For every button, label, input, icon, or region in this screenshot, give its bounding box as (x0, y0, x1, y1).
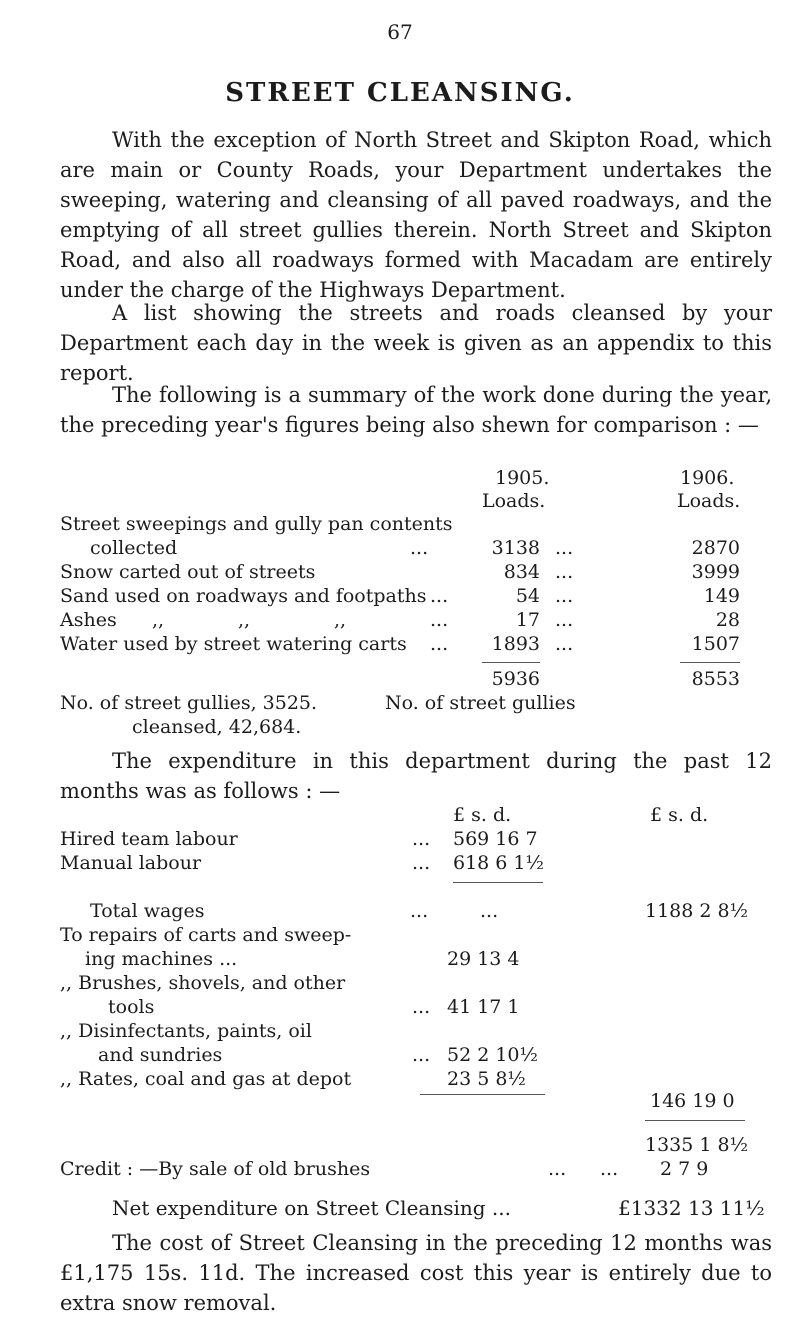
leader-dots: ... (410, 900, 429, 922)
total-1905: 5936 (491, 668, 540, 690)
item-label: ,, Disinfectants, paints, oil (60, 1020, 312, 1042)
row-label: collected (90, 537, 178, 559)
row-label: Ashes (60, 609, 117, 631)
total-1906: 8553 (691, 668, 740, 690)
row-label: Sand used on roadways and footpaths (60, 585, 427, 607)
appendix-paragraph: A list showing the streets and roads cleansed by your Department each day in the week is given as an appendix to this report. (60, 301, 772, 385)
item-label: and sundries (98, 1044, 223, 1066)
ditto-mark: ,, (152, 609, 165, 631)
column-header-lsd: £ s. d. (453, 804, 512, 826)
value-1905: 1893 (491, 633, 540, 655)
item-value: 618 6 1½ (453, 852, 544, 874)
subtotal-rule (453, 882, 543, 883)
leader-dots: ... (555, 561, 574, 583)
net-label: Net expenditure on Street Cleansing ... (112, 1196, 511, 1220)
item-label: Hired team labour (60, 828, 238, 850)
gullies-count: No. of street gullies, 3525. (60, 692, 318, 714)
leader-dots: ... (430, 609, 449, 631)
value-1905: 3138 (491, 537, 540, 559)
column-year-1906: 1906. (680, 467, 735, 489)
item-value: 1188 2 8½ (645, 900, 749, 922)
page-number: 67 (387, 20, 413, 44)
gullies-cleansed-label: No. of street gullies (385, 692, 576, 714)
item-label: ing machines ... (85, 948, 238, 970)
leader-dots: ... (555, 609, 574, 631)
value-1906: 3999 (691, 561, 740, 583)
leader-dots: ... (430, 585, 449, 607)
item-label: Total wages (90, 900, 205, 922)
value-1905: 54 (515, 585, 540, 607)
leader-dots: ... (410, 537, 429, 559)
item-label: To repairs of carts and sweep- (60, 924, 352, 946)
value-1906: 2870 (691, 537, 740, 559)
column-unit-1905: Loads. (482, 490, 546, 512)
intro-paragraph: With the exception of North Street and Skipton Road, which are main or County Roads, your Department undertakes the sweeping, watering and cleansing of all paved roadways, and the emptying of all street gullies therein. North Street and Skipton Road, and also all roadways formed with Macadam are entirely under the charge of the Highways Department. (60, 128, 772, 302)
ditto-mark: ,, (334, 609, 347, 631)
gross-rule (645, 1120, 745, 1121)
page-title: STREET CLEANSING. (225, 78, 575, 108)
item-value: 569 16 7 (453, 828, 538, 850)
row-label: Water used by street watering carts (60, 633, 407, 655)
items-subtotal: 146 19 0 (650, 1090, 735, 1112)
leader-dots: ... (412, 996, 431, 1018)
total-rule-1906 (680, 662, 740, 663)
value-1906: 1507 (691, 633, 740, 655)
credit-value: 2 7 9 (660, 1158, 709, 1180)
item-label: Manual labour (60, 852, 202, 874)
credit-label: Credit : —By sale of old brushes (60, 1158, 371, 1180)
value-1906: 28 (715, 609, 740, 631)
item-value: 29 13 4 (447, 948, 520, 970)
leader-dots: ... (412, 828, 431, 850)
value-1906: 149 (703, 585, 740, 607)
item-value: 41 17 1 (447, 996, 520, 1018)
summary-intro-paragraph: The following is a summary of the work done during the year, the preceding year's figures being also shewn for comparison : — (60, 383, 772, 437)
total-rule-1905 (482, 662, 540, 663)
column-unit-1906: Loads. (677, 490, 741, 512)
closing-paragraph: The cost of Street Cleansing in the preceding 12 months was £1,175 15s. 11d. The increased cost this year is entirely due to extra snow removal. (60, 1231, 772, 1315)
item-label: tools (108, 996, 155, 1018)
leader-dots: ... (555, 633, 574, 655)
leader-dots: ... (548, 1158, 567, 1180)
item-label: ,, Brushes, shovels, and other (60, 972, 346, 994)
column-header-lsd: £ s. d. (650, 804, 709, 826)
value-1905: 834 (503, 561, 540, 583)
column-year-1905: 1905. (495, 467, 550, 489)
expenditure-intro: The expenditure in this department during the past 12 months was as follows : — (60, 749, 772, 803)
item-label: ,, Rates, coal and gas at depot (60, 1068, 352, 1090)
ditto-mark: ,, (238, 609, 251, 631)
leader-dots: ... (412, 1044, 431, 1066)
gross-total: 1335 1 8½ (645, 1134, 749, 1156)
leader-dots: ... (555, 585, 574, 607)
item-value: 23 5 8½ (447, 1068, 526, 1090)
row-label: Street sweepings and gully pan contents (60, 513, 453, 535)
leader-dots: ... (430, 633, 449, 655)
items-rule (420, 1094, 545, 1095)
row-label: Snow carted out of streets (60, 561, 316, 583)
leader-dots: ... (412, 852, 431, 874)
gullies-cleansed-count: cleansed, 42,684. (132, 716, 302, 738)
leader-dots: ... (600, 1158, 619, 1180)
leader-dots: ... (480, 900, 499, 922)
item-value: 52 2 10½ (447, 1044, 538, 1066)
net-value: £1332 13 11½ (618, 1196, 765, 1220)
leader-dots: ... (555, 537, 574, 559)
value-1905: 17 (515, 609, 540, 631)
